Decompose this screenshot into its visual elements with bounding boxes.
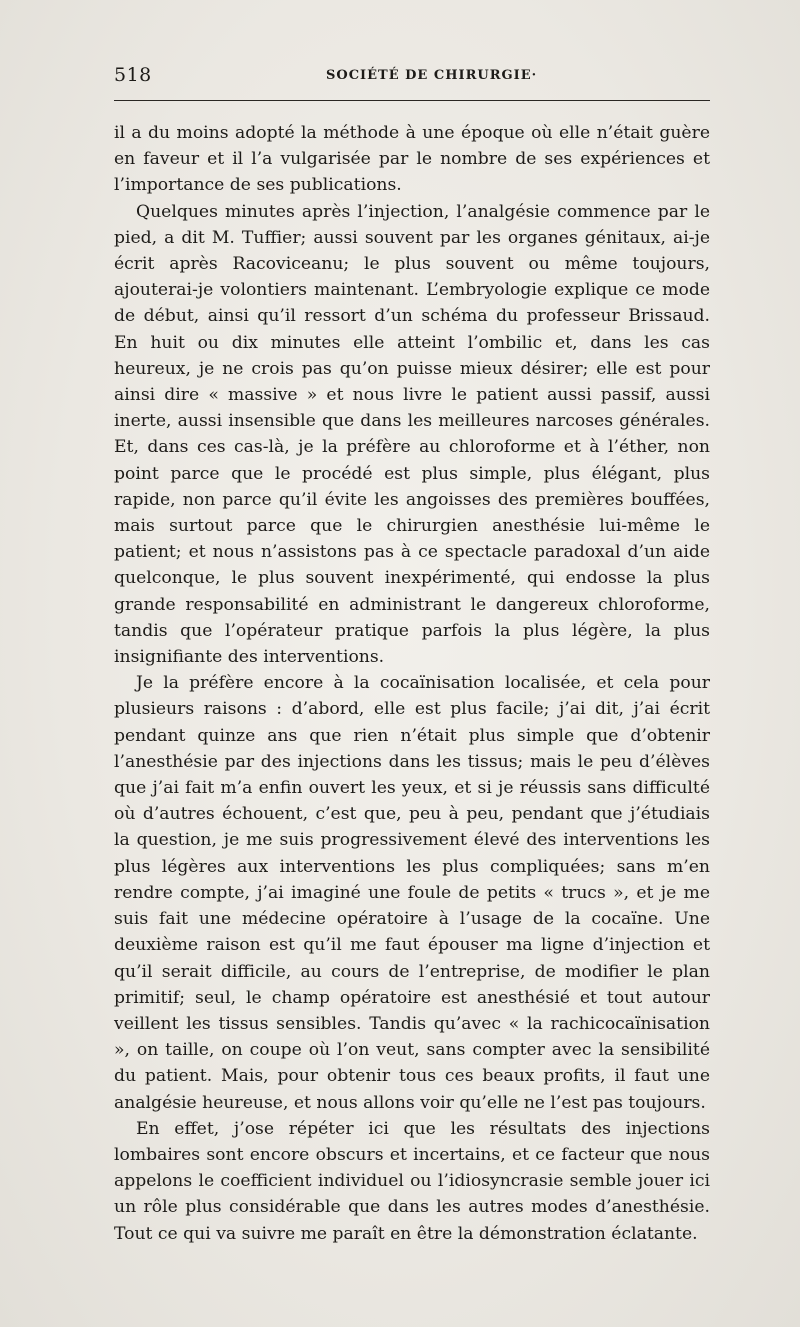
running-title: SOCIÉTÉ DE CHIRURGIE· [326, 68, 538, 83]
paragraph-1: il a du moins adopté la méthode à une époque où elle n’était guère en faveur et il l’a vulgarisée par le nombre de ses expériences et l’importance de ses publications. [114, 123, 710, 196]
paragraph-2: Quelques minutes après l’injection, l’analgésie commence par le pied, a dit M. Tuffier; aussi souvent par les organes génitaux, ai-je écrit après Racoviceanu; le plus souvent ou même toujours, ajouterai-je volontiers maintenant. L’embryologie explique ce mode de début, ainsi qu’il ressort d’un schéma du professeur Brissaud. En huit ou dix minutes elle atteint l’ombilic et, dans les cas heureux, je ne crois pas qu’on puisse mieux désirer; elle est pour ainsi dire « massive » et nous livre le patient aussi passif, aussi inerte, aussi insensible que dans les meilleures narcoses générales. Et, dans ces cas-là, je la préfère au chloroforme et à l’éther, non point parce que le procédé est plus simple, plus élégant, plus rapide, non parce qu’il évite les angoisses des premières bouffées, mais surtout parce que le chirurgien anesthésie lui-même le patient; et nous n’assistons pas à ce spectacle paradoxal d’un aide quelconque, le plus souvent inexpérimenté, qui endosse la plus grande responsabilité en administrant le dangereux chloroforme, tandis que l’opérateur pratique parfois la plus légère, la plus insignifiante des interventions. [114, 201, 710, 668]
paragraph-4: En effet, j’ose répéter ici que les résultats des injections lombaires sont encore obscurs et incertains, et ce facteur que nous appelons le coefficient individuel ou l’idiosyncrasie semble jouer ici un rôle plus considérable que dans les autres modes d’anesthésie. Tout ce qui va suivre me paraît en être la démonstration éclatante. [114, 1118, 710, 1244]
paragraph-3: Je la préfère encore à la cocaïnisation localisée, et cela pour plusieurs raisons : d’abord, elle est plus facile; j’ai dit, j’ai écrit pendant quinze ans que rien n’était plus simple que d’obtenir l’anesthésie par des injections dans les tissus; mais le peu d’élèves que j’ai fait m’a enfin ouvert les yeux, et si je réussis sans difficulté où d’autres échouent, c’est que, peu à peu, pendant que j’étudiais la question, je me suis progressivement élevé des interventions les plus légères aux interventions les plus compliquées; sans m’en rendre compte, j’ai imaginé une foule de petits « trucs », et je me suis fait une médecine opératoire à l’usage de la cocaïne. Une deuxième raison est qu’il me faut épouser ma ligne d’injection et qu’il serait difficile, au cours de l’entreprise, de modifier le plan primitif; seul, le champ opératoire est anesthésié et tout autour veillent les tissus sensibles. Tandis qu’avec « la rachicocaïnisation », on taille, on coupe où l’on veut, sans compter avec la sensibilité du patient. Mais, pour obtenir tous ces beaux profits, il faut une analgésie heureuse, et nous allons voir qu’elle ne l’est pas toujours. [114, 673, 710, 1113]
page-header [114, 64, 710, 90]
page-number: 518 [114, 64, 152, 86]
header-rule [114, 100, 710, 101]
body-text [114, 120, 710, 1247]
